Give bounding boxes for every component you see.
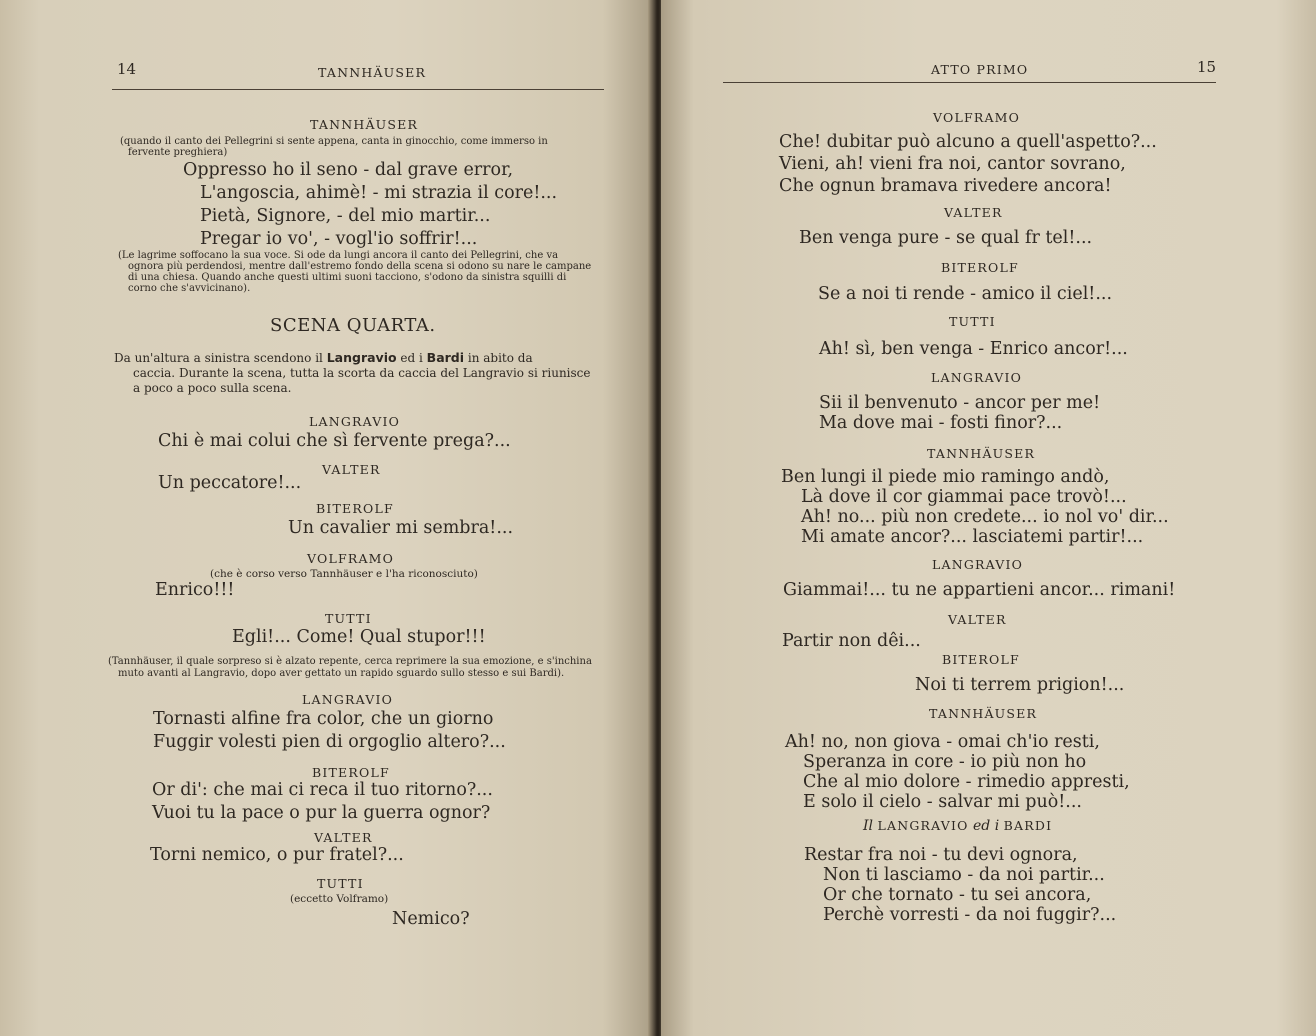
speaker-bardi: BARDI (1003, 818, 1053, 833)
verse-line: L'angoscia, ahimè! - mi strazia il core!... (200, 183, 558, 203)
verse-line: Perchè vorresti - da noi fuggir?... (823, 905, 1117, 925)
stage-direction: di una chiesa. Quando anche questi ultimi suoni tacciono, s'odono da sinistra squilli di (128, 272, 567, 283)
stage-direction (114, 351, 533, 365)
stage-name-bold: Langravio (326, 350, 397, 365)
header-rule-left (112, 89, 604, 90)
verse-line: E solo il cielo - salvar mi può!... (803, 792, 1082, 812)
verse-line: Non ti lasciamo - da noi partir... (823, 865, 1105, 885)
verse-line: Vieni, ah! vieni fra noi, cantor sovrano, (779, 154, 1126, 174)
stage-direction: (Tannhäuser, il quale sorpreso si è alzato repente, cerca reprimere la sua emozione, e s'inchina (108, 656, 592, 667)
verse-line: Torni nemico, o pur fratel?... (150, 845, 404, 865)
verse-line: Ah! no... più non credete... io nol vo' dir... (801, 507, 1169, 527)
stage-direction: (che è corso verso Tannhäuser e l'ha riconosciuto) (210, 568, 478, 580)
speaker-tutti: TUTTI (317, 876, 364, 891)
verse-line: Nemico? (392, 909, 470, 929)
verse-line: Se a noi ti rende - amico il ciel!... (818, 284, 1113, 304)
right-page (661, 0, 1316, 1036)
verse-line: Vuoi tu la pace o pur la guerra ognor? (152, 803, 491, 823)
header-rule-right (723, 82, 1216, 83)
speaker-langravio: LANGRAVIO (932, 557, 1024, 572)
verse-line: Or che tornato - tu sei ancora, (823, 885, 1092, 905)
verse-line: Ma dove mai - fosti finor?... (819, 413, 1063, 433)
speaker-langravio: LANGRAVIO (931, 370, 1023, 385)
stage-direction: (eccetto Volframo) (290, 893, 389, 905)
running-head-right: ATTO PRIMO (931, 62, 1029, 77)
verse-line: Ah! sì, ben venga - Enrico ancor!... (819, 339, 1128, 359)
speaker-biterolf: BITEROLF (942, 652, 1020, 667)
speaker-langravio-bardi (863, 818, 1052, 834)
stage-direction: muto avanti al Langravio, dopo aver gettato un rapido sguardo sullo stesso e sui Bardi). (118, 668, 565, 679)
verse-line: Che! dubitar può alcuno a quell'aspetto?... (779, 132, 1157, 152)
verse-line: Or di': che mai ci reca il tuo ritorno?... (152, 780, 493, 800)
verse-line: Mi amate ancor?... lasciatemi partir!... (801, 527, 1144, 547)
verse-line: Ben lungi il piede mio ramingo andò, (781, 467, 1110, 487)
stage-name-bold: Bardi (426, 350, 465, 365)
page-number-right: 15 (1197, 58, 1217, 76)
stage-direction: (Le lagrime soffocano la sua voce. Si ode da lungi ancora il canto dei Pellegrini, che va (118, 250, 559, 261)
stage-direction: corno che s'avvicinano). (128, 283, 251, 294)
speaker-valter: VALTER (948, 612, 1007, 627)
stage-direction: ognora più perdendosi, mentre dall'estremo fondo della scena si odono su nare le campane (128, 261, 592, 272)
speaker-ed-i: ed i (973, 818, 1000, 834)
verse-line: Partir non dêi... (782, 631, 921, 651)
speaker-tannhauser: TANNHÄUSER (310, 117, 419, 132)
verse-line: Un cavalier mi sembra!... (288, 518, 514, 538)
stage-text: in abito da (467, 351, 533, 365)
speaker-volframo: VOLFRAMO (933, 110, 1021, 125)
speaker-biterolf: BITEROLF (316, 501, 394, 516)
speaker-valter: VALTER (314, 830, 373, 845)
verse-line: Fuggir volesti pien di orgoglio altero?... (153, 732, 506, 752)
verse-line: Che ognun bramava rivedere ancora! (779, 176, 1112, 196)
speaker-tannhauser: TANNHÄUSER (927, 446, 1036, 461)
verse-line: Là dove il cor giammai pace trovò!... (801, 487, 1127, 507)
speaker-tutti: TUTTI (325, 611, 372, 626)
verse-line: Ben venga pure - se qual fr tel!... (799, 228, 1093, 248)
verse-line: Che al mio dolore - rimedio appresti, (803, 772, 1130, 792)
stage-text: Da un'altura a sinistra scendono il (114, 351, 323, 365)
speaker-valter: VALTER (322, 462, 381, 477)
running-head-left: TANNHÄUSER (318, 65, 427, 80)
verse-line: Ah! no, non giova - omai ch'io resti, (785, 732, 1100, 752)
stage-direction: fervente preghiera) (128, 147, 228, 158)
page-number-left: 14 (117, 60, 137, 78)
left-page (0, 0, 655, 1036)
scene-title: SCENA QUARTA. (270, 315, 436, 336)
verse-line: Noi ti terrem prigion!... (915, 675, 1125, 695)
stage-direction: (quando il canto dei Pellegrini si sente appena, canta in ginocchio, come immerso in (120, 136, 548, 147)
stage-direction: caccia. Durante la scena, tutta la scorta da caccia del Langravio si riunisce (133, 366, 591, 380)
speaker-tutti: TUTTI (949, 314, 996, 329)
verse-line: Oppresso ho il seno - dal grave error, (183, 160, 514, 180)
verse-line: Egli!... Come! Qual stupor!!! (232, 627, 486, 647)
stage-text: ed i (400, 351, 423, 365)
verse-line: Sii il benvenuto - ancor per me! (819, 393, 1101, 413)
speaker-il: Il (863, 818, 874, 834)
verse-line: Giammai!... tu ne appartieni ancor... rimani! (783, 580, 1176, 600)
speaker-volframo: VOLFRAMO (307, 551, 395, 566)
speaker-langravio: LANGRAVIO (309, 414, 401, 429)
verse-line: Pregar io vo', - vogl'io soffrir!... (200, 229, 478, 249)
verse-line: Speranza in core - io più non ho (803, 752, 1087, 772)
verse-line: Restar fra noi - tu devi ognora, (804, 845, 1078, 865)
speaker-langravio: LANGRAVIO (877, 818, 969, 833)
speaker-biterolf: BITEROLF (941, 260, 1019, 275)
verse-line: Tornasti alfine fra color, che un giorno (153, 709, 494, 729)
verse-line: Pietà, Signore, - del mio martir... (200, 206, 491, 226)
speaker-biterolf: BITEROLF (312, 765, 390, 780)
speaker-langravio: LANGRAVIO (302, 692, 394, 707)
stage-direction: a poco a poco sulla scena. (133, 381, 292, 395)
verse-line: Chi è mai colui che sì fervente prega?... (158, 431, 511, 451)
verse-line: Un peccatore!... (158, 473, 302, 493)
speaker-tannhauser: TANNHÄUSER (929, 706, 1038, 721)
speaker-valter: VALTER (944, 205, 1003, 220)
verse-line: Enrico!!! (155, 580, 235, 600)
